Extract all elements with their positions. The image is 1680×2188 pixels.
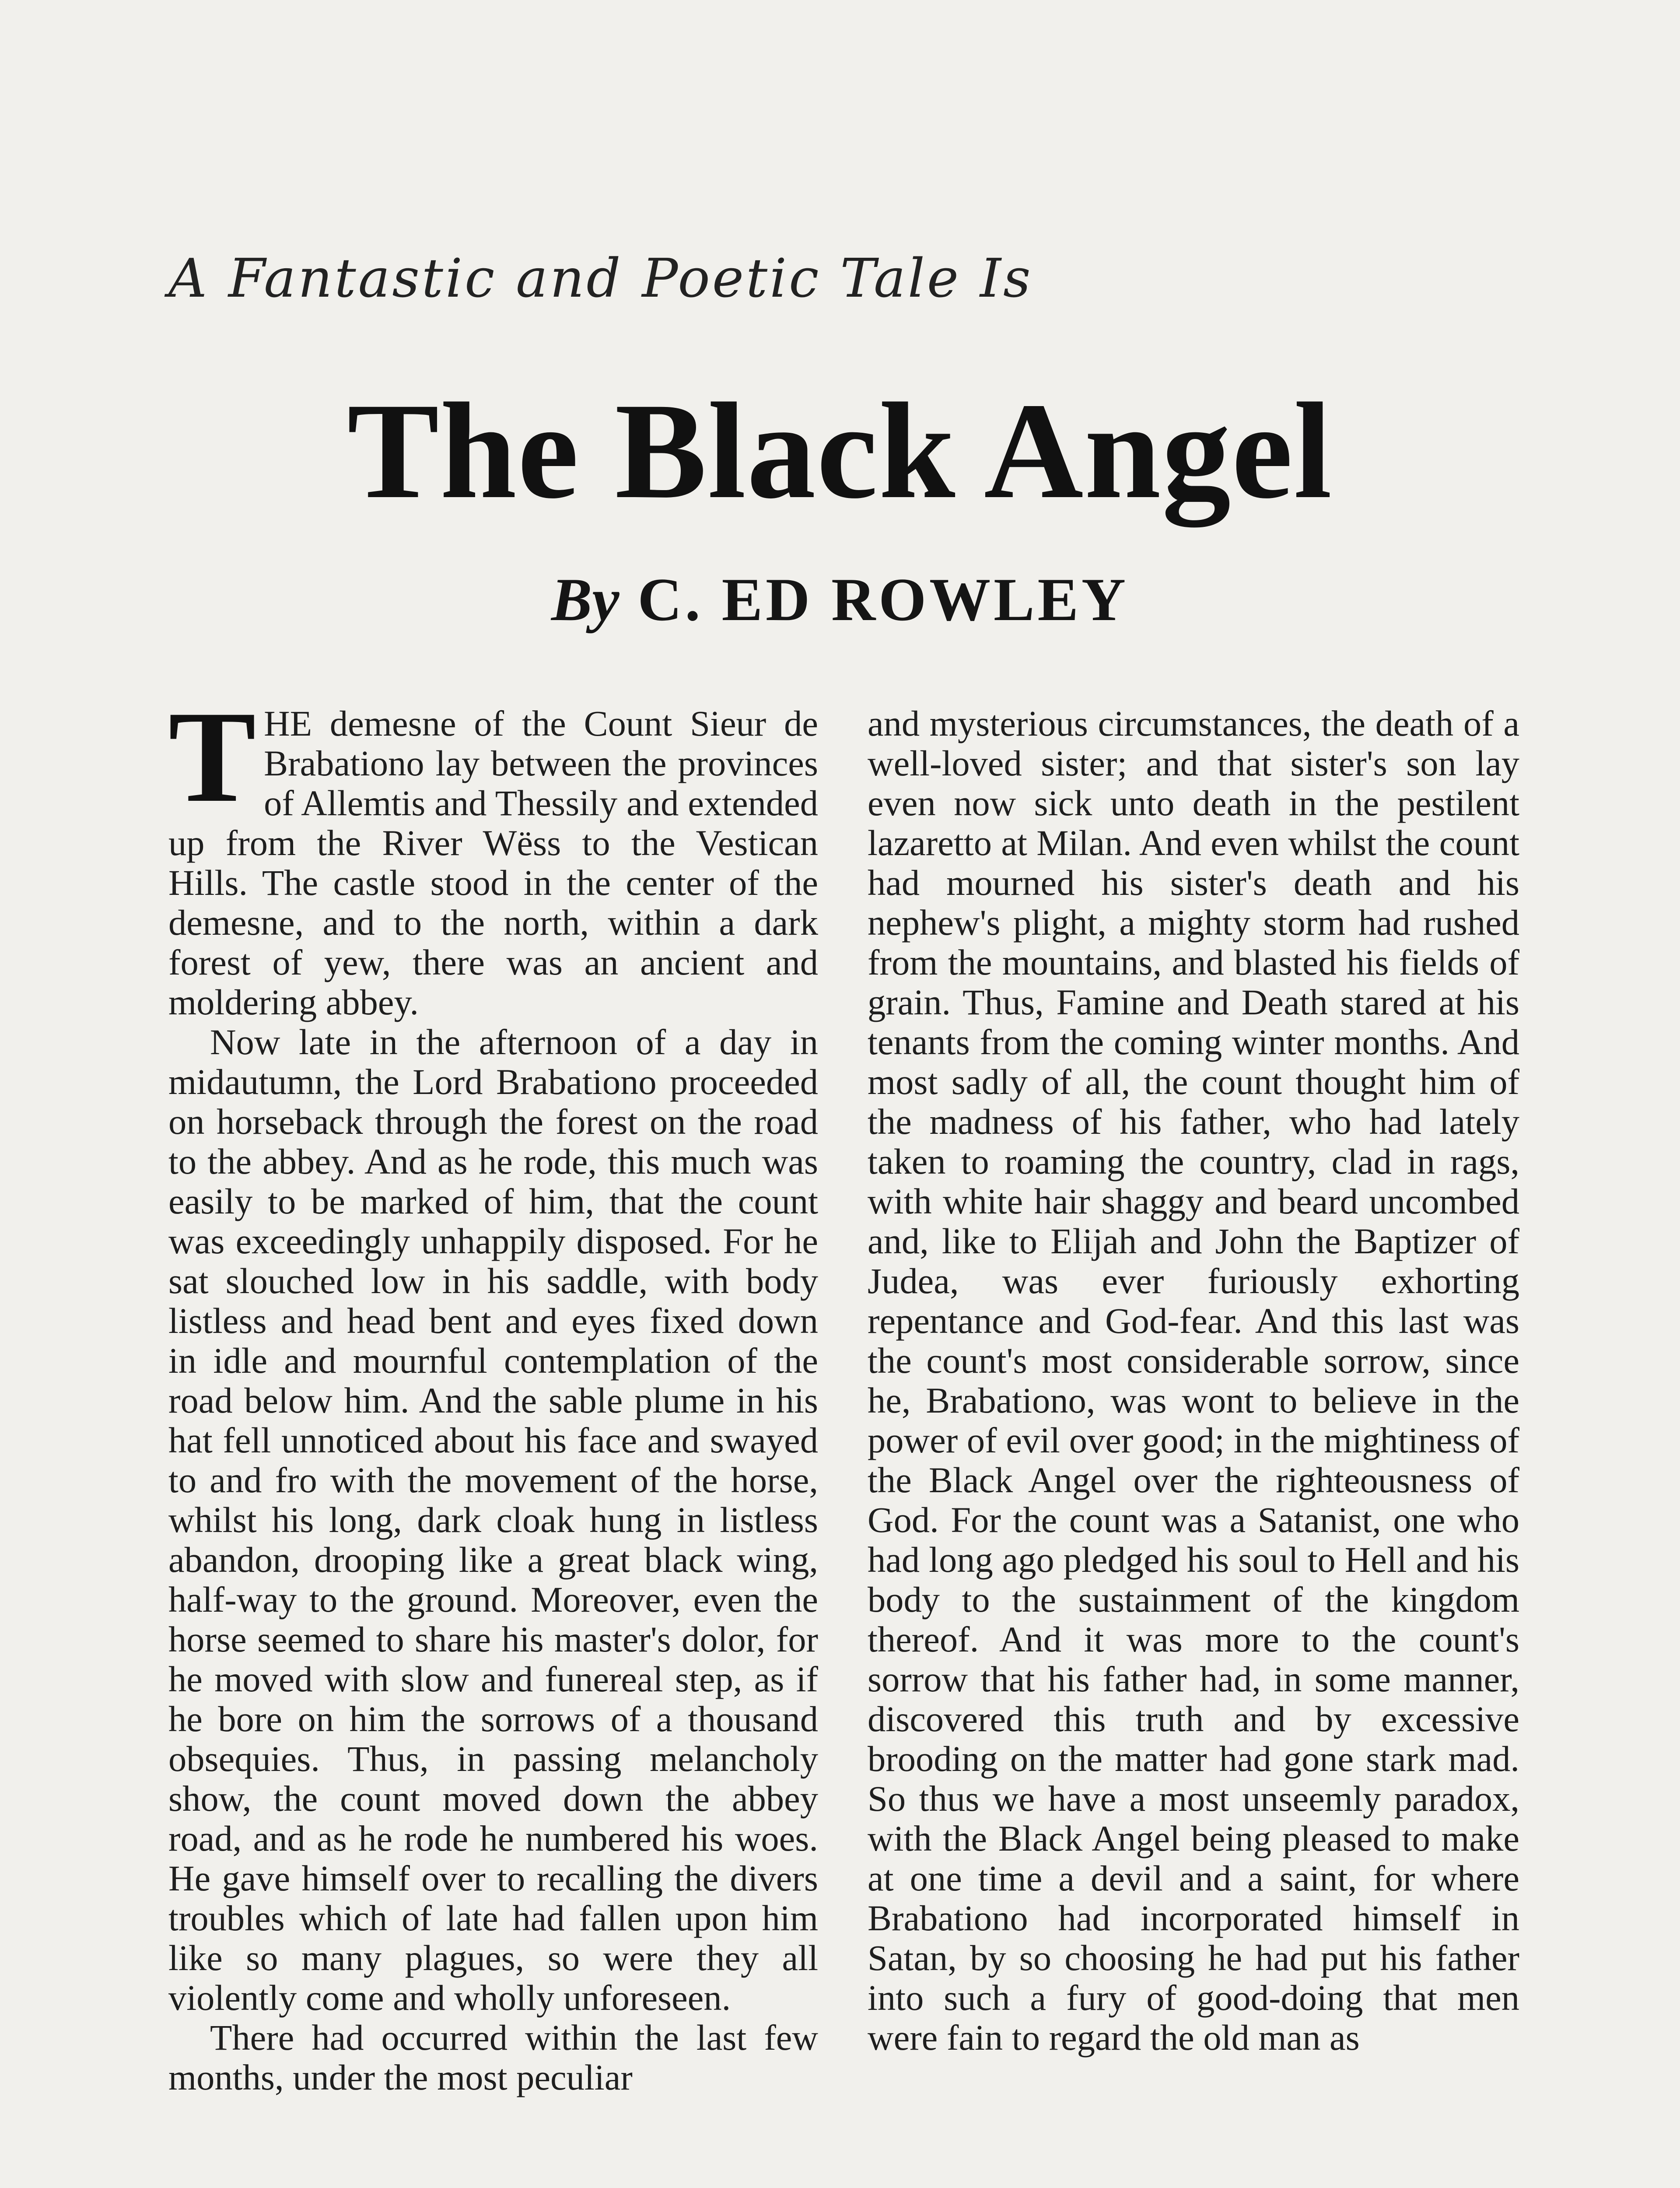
- paragraph: and mysterious circumstances, the death of a well-loved sister; and that sister's son lay even now sick unto death in the pestilent lazaretto at Milan. And even whilst the count had mourned his sister's death and his nephew's plight, a mighty storm had rushed from the mountains, and blasted his fields of grain. Thus, Famine and Death stared at his tenants from the coming winter months. And most sadly of all, the count thought him of the madness of his father, who had lately taken to roaming the country, clad in rags, with white hair shaggy and beard uncombed and, like to Elijah and John the Baptizer of Judea, was ever furiously exhorting repentance and God-fear. And this last was the count's most considerable sorrow, since he, Brabationo, was wont to believe in the power of evil over good; in the mightiness of the Black Angel over the righteousness of God. For the count was a Satanist, one who had long ago pledged his soul to Hell and his body to the sustainment of the kingdom thereof. And it was more to the count's sorrow that his father had, in some manner, discovered this truth and by excessive brooding on the matter had gone stark mad. So thus we have a most unseemly paradox, with the Black Angel being pleased to make at one time a devil and a saint, for where Brabationo had incorporated himself in Satan, by so choosing he had put his father into such a fury of good-doing that men were fain to regard the old man as: [868, 704, 1519, 2058]
- story-byline: [0, 565, 1680, 635]
- byline-prefix: By: [551, 566, 620, 634]
- paragraph-text: HE demesne of the Count Sieur de Brabationo lay between the provinces of Allemtis and Thessily and extended up from the River Wëss to the Vestican Hills. The castle stood in the center of the demesne, and to the north, within a dark forest of yew, there was an ancient and moldering abbey.: [168, 704, 818, 1022]
- drop-cap: T: [168, 704, 256, 829]
- paragraph: Now late in the afternoon of a day in midautumn, the Lord Brabationo proceeded on horseback through the forest on the road to the abbey. And as he rode, this much was easily to be marked of him, that the count was exceedingly unhappily disposed. For he sat slouched low in his saddle, with body listless and head bent and eyes fixed down in idle and mournful contemplation of the road below him. And the sable plume in his hat fell unnoticed about his face and swayed to and fro with the movement of the horse, whilst his long, dark cloak hung in listless abandon, drooping like a great black wing, half-way to the ground. Moreover, even the horse seemed to share his master's dolor, for he moved with slow and funereal step, as if he bore on him the sorrows of a thousand obsequies. Thus, in passing melancholy show, the count moved down the abbey road, and as he rode he numbered his woes. He gave himself over to recalling the divers troubles which of late had fallen upon him like so many plagues, so were they all violently come and wholly unforeseen.: [168, 1022, 818, 2018]
- story-kicker: A Fantastic and Poetic Tale Is: [168, 247, 1033, 309]
- text-column-right: [868, 704, 1519, 2188]
- paragraph: [168, 704, 818, 1022]
- byline-author: C. ED ROWLEY: [637, 566, 1129, 634]
- story-title: The Black Angel: [347, 375, 1333, 527]
- text-column-left: [168, 704, 818, 2188]
- paragraph: There had occurred within the last few months, under the most peculiar: [168, 2017, 818, 2097]
